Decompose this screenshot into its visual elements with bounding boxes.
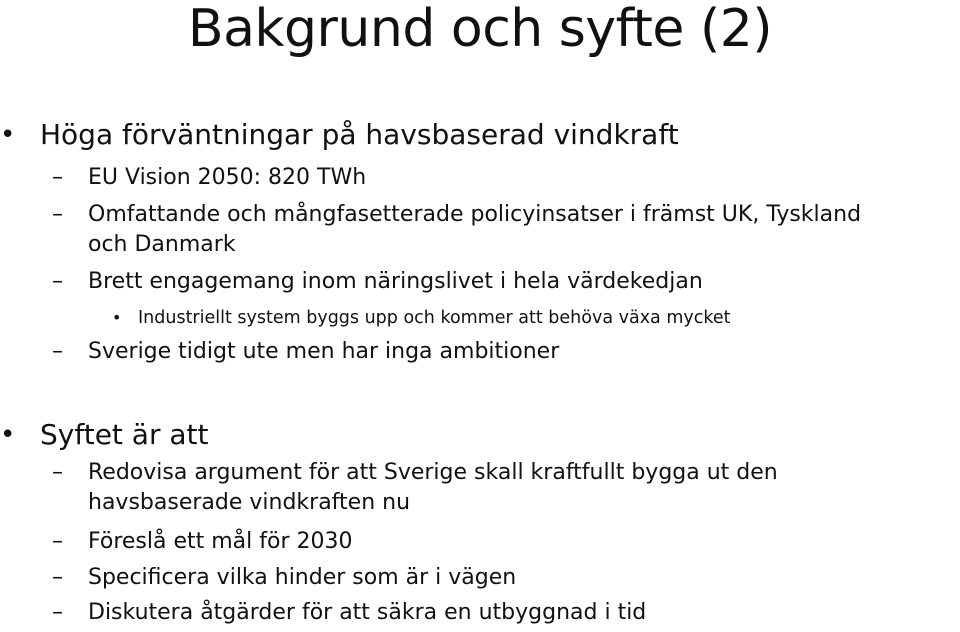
sub-bullet-text-line1: Redovisa argument för att Sverige skall kraftfullt bygga ut den [88, 460, 778, 485]
sub-bullet-text: Föreslå ett mål för 2030 [88, 529, 353, 554]
sub-bullet-text-line2: havsbaserade vindkraften nu [88, 490, 411, 515]
sub-bullet-text: Brett engagemang inom näringslivet i hela värdekedjan [88, 269, 703, 294]
dash-icon: – [52, 565, 63, 590]
bullet-icon: • [112, 308, 122, 327]
bullet-text: Syftet är att [40, 418, 209, 451]
dash-icon: – [52, 529, 63, 554]
sub-bullet-text-line1: Omfattande och mångfasetterade policyinsatser i främst UK, Tyskland [88, 202, 862, 227]
sub-bullet-text: EU Vision 2050: 820 TWh [88, 165, 367, 190]
dash-icon: – [52, 600, 63, 625]
bullet-text: Höga förväntningar på havsbaserad vindkraft [40, 118, 679, 151]
sub-sub-bullet-text: Industriellt system byggs upp och kommer att behöva växa mycket [138, 308, 731, 328]
sub-bullet-text: Specificera vilka hinder som är i vägen [88, 565, 517, 590]
dash-icon: – [52, 339, 63, 364]
dash-icon: – [52, 202, 63, 227]
bullet-icon: • [0, 120, 16, 150]
dash-icon: – [52, 165, 63, 190]
sub-bullet-text: Sverige tidigt ute men har inga ambitioner [88, 339, 560, 364]
dash-icon: – [52, 460, 63, 485]
bullet-icon: • [0, 420, 16, 450]
sub-bullet-text-line2: och Danmark [88, 232, 236, 257]
slide-title: Bakgrund och syfte (2) [187, 0, 773, 59]
sub-bullet-text: Diskutera åtgärder för att säkra en utbyggnad i tid [88, 600, 647, 625]
dash-icon: – [52, 269, 63, 294]
